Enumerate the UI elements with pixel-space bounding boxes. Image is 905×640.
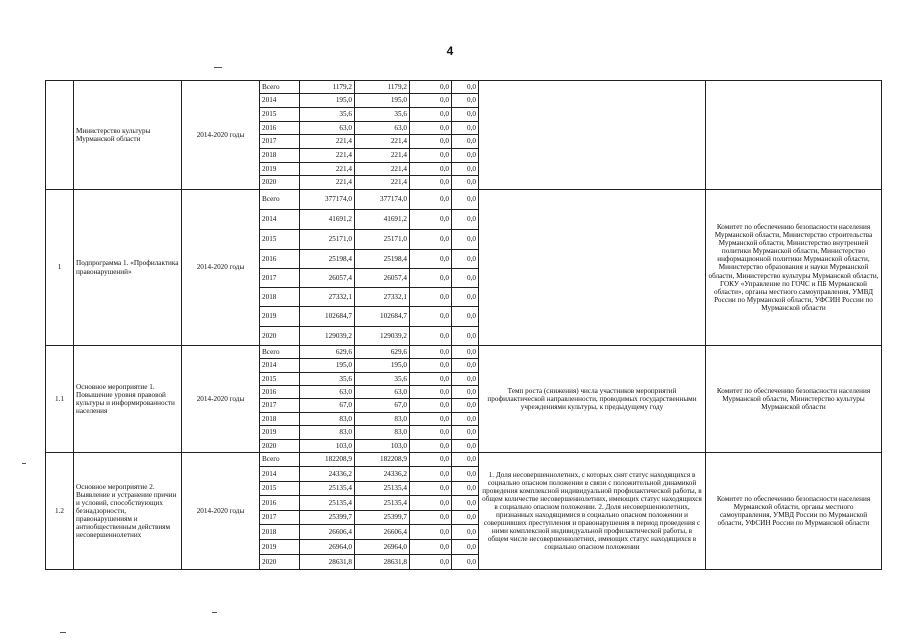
budget-cell: 25171,0 [355,230,410,250]
year-cell: 2020 [260,555,300,570]
total-cell: 377174,0 [300,190,355,210]
budget-cell: 629,6 [355,346,410,359]
value-cell: 0,0 [452,511,479,525]
year-cell: Всего [260,453,300,467]
year-cell: 2017 [260,135,300,149]
year-cell: 2019 [260,163,300,176]
value-cell: 0,0 [410,190,452,210]
page-number: 4 [446,44,454,58]
budget-cell: 221,4 [355,135,410,149]
budget-cell: 195,0 [355,359,410,373]
value-cell: 0,0 [452,288,479,307]
year-cell: 2019 [260,307,300,327]
year-cell: Всего [260,346,300,359]
total-cell: 83,0 [300,413,355,426]
budget-cell: 26057,4 [355,269,410,288]
value-cell: 0,0 [452,399,479,413]
budget-cell: 25198,4 [355,250,410,269]
value-cell: 0,0 [452,307,479,327]
indicator-cell [479,190,706,346]
value-cell: 0,0 [452,346,479,359]
value-cell: 0,0 [410,482,452,496]
value-cell: 0,0 [410,399,452,413]
section-index: 1 [46,190,74,346]
value-cell: 0,0 [410,210,452,230]
total-cell: 182208,9 [300,453,355,467]
indicator-cell: 1. Доля несовершеннолетних, с которых снят статус находящихся в социально опасном положении в связи с положительной динамикой проведения комплексной индивидуальной профилактической работы, в общем количестве несовершеннолетних, имеющих статус находящихся в социально опасном положении. 2. Доля несовершеннолетних, признанных находящимися в социально опасном положении и совершивших преступления и правонарушения в период проведения с ними комплексной индивидуальной профилактической работы, в общем числе несовершеннолетних, имеющих статус находящихся в социально опасном положении [479,453,706,570]
value-cell: 0,0 [410,135,452,149]
year-cell: 2014 [260,359,300,373]
value-cell: 0,0 [410,163,452,176]
value-cell: 0,0 [452,210,479,230]
value-cell: 0,0 [452,149,479,163]
value-cell: 0,0 [410,359,452,373]
value-cell: 0,0 [452,496,479,511]
year-cell: 2018 [260,149,300,163]
section-name: Основное мероприятие 2. Выявление и устранение причин и условий, способствующих безнадзорности, правонарушениям и антиобщественным действиям несовершеннолетних [74,453,182,570]
value-cell: 0,0 [452,108,479,122]
section-name: Подпрограмма 1. «Профилактика правонарушений» [74,190,182,346]
executor-cell: Комитет по обеспечению безопасности населения Мурманской области, органы местного самоуправления, УМВД России по Мурманской области, УФСИН России по Мурманской области [706,453,882,570]
value-cell: 0,0 [452,482,479,496]
value-cell: 0,0 [452,163,479,176]
value-cell: 0,0 [410,176,452,190]
total-cell: 63,0 [300,386,355,399]
year-cell: Всего [260,190,300,210]
value-cell: 0,0 [452,81,479,94]
budget-cell: 41691,2 [355,210,410,230]
year-cell: 2014 [260,210,300,230]
budget-cell: 63,0 [355,122,410,135]
value-cell: 0,0 [410,250,452,269]
total-cell: 195,0 [300,94,355,108]
value-cell: 0,0 [452,467,479,482]
value-cell: 0,0 [452,555,479,570]
value-cell: 0,0 [452,373,479,386]
section-index [46,81,74,190]
budget-cell: 129039,2 [355,327,410,346]
year-cell: 2017 [260,399,300,413]
total-cell: 28631,8 [300,555,355,570]
section-name: Министерство культуры Мурманской области [74,81,182,190]
value-cell: 0,0 [410,386,452,399]
total-cell: 103,0 [300,440,355,453]
budget-cell: 28631,8 [355,555,410,570]
table-row [46,190,882,210]
scan-mark [22,463,26,464]
table-row [46,453,882,467]
budget-cell: 35,6 [355,108,410,122]
total-cell: 221,4 [300,149,355,163]
year-cell: 2019 [260,540,300,555]
value-cell: 0,0 [410,81,452,94]
total-cell: 26606,4 [300,525,355,540]
scan-mark [214,67,222,68]
indicator-cell [479,81,706,190]
budget-cell: 63,0 [355,386,410,399]
year-cell: 2020 [260,176,300,190]
section-index: 1.1 [46,346,74,453]
budget-cell: 103,0 [355,440,410,453]
budget-cell: 25135,4 [355,482,410,496]
program-table [45,80,882,570]
total-cell: 25171,0 [300,230,355,250]
total-cell: 26057,4 [300,269,355,288]
value-cell: 0,0 [452,440,479,453]
value-cell: 0,0 [452,122,479,135]
value-cell: 0,0 [410,426,452,440]
value-cell: 0,0 [410,94,452,108]
value-cell: 0,0 [452,250,479,269]
section-period: 2014-2020 годы [182,81,260,190]
budget-cell: 27332,1 [355,288,410,307]
value-cell: 0,0 [410,555,452,570]
year-cell: 2014 [260,467,300,482]
total-cell: 41691,2 [300,210,355,230]
year-cell: 2016 [260,122,300,135]
value-cell: 0,0 [410,346,452,359]
value-cell: 0,0 [410,413,452,426]
total-cell: 35,6 [300,373,355,386]
value-cell: 0,0 [452,413,479,426]
executor-cell: Комитет по обеспечению безопасности населения Мурманской области, Министерство строительства Мурманской области, Министерство внутренней политики Мурманской области, Министерство информационной политики Мурманской области, Министерство образования и науки Мурманской области, Министерство культуры Мурманской области, ГОКУ «Управление по ГОЧС и ПБ Мурманской области», органы местного самоуправления, УМВД России по Мурманской области, УФСИН России по Мурманской области [706,190,882,346]
total-cell: 195,0 [300,359,355,373]
value-cell: 0,0 [452,327,479,346]
value-cell: 0,0 [410,453,452,467]
value-cell: 0,0 [452,540,479,555]
value-cell: 0,0 [452,386,479,399]
total-cell: 63,0 [300,122,355,135]
total-cell: 221,4 [300,176,355,190]
budget-cell: 25135,4 [355,496,410,511]
value-cell: 0,0 [452,230,479,250]
section-name: Основное мероприятие 1. Повышение уровня правовой культуры и информированности населения [74,346,182,453]
value-cell: 0,0 [410,288,452,307]
indicator-cell: Темп роста (снижения) числа участников мероприятий профилактической направленности, проводимых государственными учреждениями культуры, к предыдущему году [479,346,706,453]
value-cell: 0,0 [410,108,452,122]
total-cell: 221,4 [300,135,355,149]
budget-cell: 221,4 [355,163,410,176]
value-cell: 0,0 [410,540,452,555]
total-cell: 26964,0 [300,540,355,555]
total-cell: 102684,7 [300,307,355,327]
total-cell: 24336,2 [300,467,355,482]
value-cell: 0,0 [452,359,479,373]
total-cell: 1179,2 [300,81,355,94]
budget-cell: 221,4 [355,149,410,163]
year-cell: 2017 [260,511,300,525]
value-cell: 0,0 [410,525,452,540]
value-cell: 0,0 [410,149,452,163]
executor-cell [706,81,882,190]
year-cell: 2018 [260,288,300,307]
scan-mark [60,632,66,633]
budget-cell: 26606,4 [355,525,410,540]
value-cell: 0,0 [410,496,452,511]
year-cell: 2015 [260,108,300,122]
budget-cell: 182208,9 [355,453,410,467]
year-cell: 2019 [260,426,300,440]
budget-cell: 67,0 [355,399,410,413]
year-cell: 2018 [260,413,300,426]
section-period: 2014-2020 годы [182,346,260,453]
total-cell: 129039,2 [300,327,355,346]
budget-cell: 221,4 [355,176,410,190]
section-index: 1.2 [46,453,74,570]
year-cell: Всего [260,81,300,94]
total-cell: 67,0 [300,399,355,413]
total-cell: 629,6 [300,346,355,359]
total-cell: 35,6 [300,108,355,122]
value-cell: 0,0 [410,307,452,327]
year-cell: 2015 [260,373,300,386]
scan-mark [212,612,217,613]
value-cell: 0,0 [452,525,479,540]
budget-cell: 377174,0 [355,190,410,210]
year-cell: 2015 [260,230,300,250]
total-cell: 83,0 [300,426,355,440]
value-cell: 0,0 [410,440,452,453]
total-cell: 25135,4 [300,496,355,511]
total-cell: 221,4 [300,163,355,176]
value-cell: 0,0 [410,373,452,386]
value-cell: 0,0 [410,511,452,525]
budget-cell: 102684,7 [355,307,410,327]
year-cell: 2016 [260,496,300,511]
total-cell: 25399,7 [300,511,355,525]
section-period: 2014-2020 годы [182,190,260,346]
budget-cell: 26964,0 [355,540,410,555]
budget-cell: 24336,2 [355,467,410,482]
section-period: 2014-2020 годы [182,453,260,570]
year-cell: 2020 [260,327,300,346]
budget-cell: 1179,2 [355,81,410,94]
year-cell: 2017 [260,269,300,288]
value-cell: 0,0 [452,426,479,440]
total-cell: 25135,4 [300,482,355,496]
total-cell: 27332,1 [300,288,355,307]
year-cell: 2015 [260,482,300,496]
value-cell: 0,0 [452,269,479,288]
budget-cell: 83,0 [355,426,410,440]
value-cell: 0,0 [452,176,479,190]
budget-cell: 195,0 [355,94,410,108]
year-cell: 2016 [260,250,300,269]
value-cell: 0,0 [452,190,479,210]
budget-cell: 83,0 [355,413,410,426]
year-cell: 2016 [260,386,300,399]
value-cell: 0,0 [452,453,479,467]
year-cell: 2020 [260,440,300,453]
year-cell: 2014 [260,94,300,108]
value-cell: 0,0 [452,94,479,108]
budget-cell: 25399,7 [355,511,410,525]
value-cell: 0,0 [410,327,452,346]
value-cell: 0,0 [410,269,452,288]
budget-cell: 35,6 [355,373,410,386]
value-cell: 0,0 [410,230,452,250]
executor-cell: Комитет по обеспечению безопасности населения Мурманской области, Министерство культуры Мурманской области [706,346,882,453]
value-cell: 0,0 [452,135,479,149]
value-cell: 0,0 [410,467,452,482]
year-cell: 2018 [260,525,300,540]
value-cell: 0,0 [410,122,452,135]
table-row [46,346,882,359]
total-cell: 25198,4 [300,250,355,269]
table-row [46,81,882,94]
